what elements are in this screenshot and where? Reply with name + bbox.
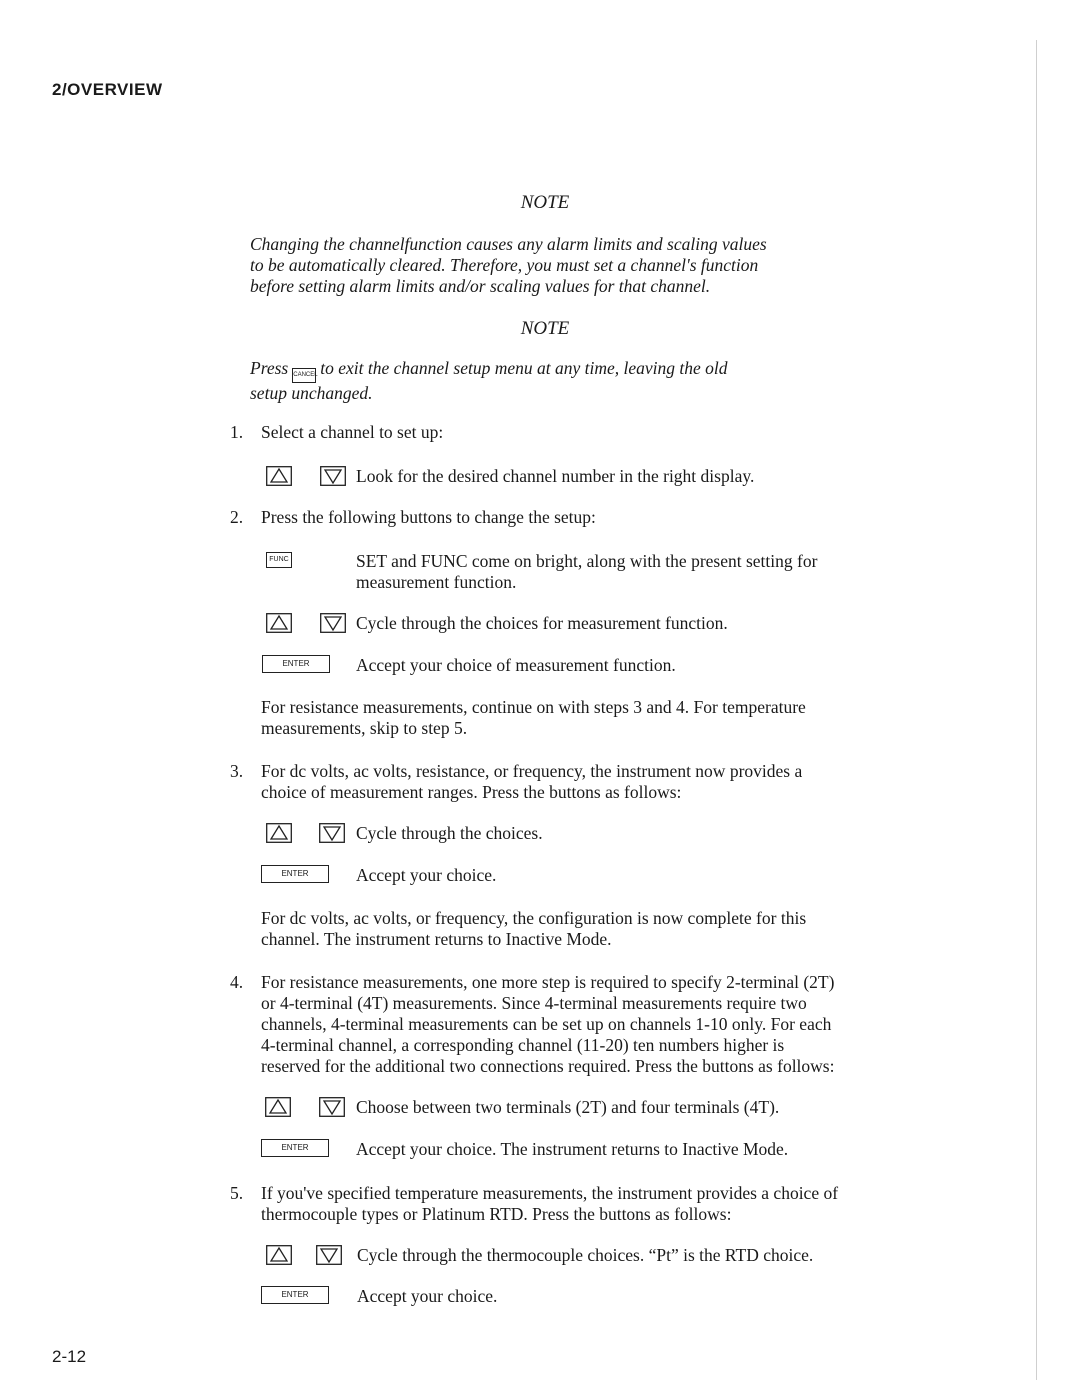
- action-line: measurement function.: [356, 572, 517, 592]
- cancel-key-icon: CANCEL: [292, 368, 316, 383]
- paragraph-line: If you've specified temperature measurements, the instrument provides a choice of: [261, 1183, 839, 1203]
- note-line: setup unchanged.: [250, 383, 373, 403]
- down-arrow-key-icon: [320, 466, 346, 486]
- note-text-rest: to exit the channel setup menu at any time, leaving the old: [320, 358, 728, 378]
- up-arrow-key-icon: [265, 1097, 291, 1117]
- step-paragraph: [261, 761, 923, 803]
- action-text: Accept your choice of measurement function.: [356, 655, 676, 675]
- note-text: [250, 358, 850, 404]
- paragraph-line: measurements, skip to step 5.: [261, 718, 468, 738]
- paragraph-line: For dc volts, ac volts, or frequency, the configuration is now complete for this: [261, 908, 807, 928]
- paragraph-line: For dc volts, ac volts, resistance, or frequency, the instrument now provides a: [261, 761, 803, 781]
- paragraph-line: For resistance measurements, continue on with steps 3 and 4. For temperature: [261, 697, 806, 717]
- paragraph-line: For resistance measurements, one more step is required to specify 2-terminal (2T): [261, 972, 835, 992]
- step-number: 5.: [230, 1183, 244, 1203]
- paragraph-line: or 4-terminal (4T) measurements. Since 4-terminal measurements require two: [261, 993, 807, 1013]
- step-paragraph: [261, 1183, 923, 1225]
- note-line: before setting alarm limits and/or scaling values for that channel.: [250, 276, 711, 296]
- action-text: Accept your choice. The instrument returns to Inactive Mode.: [356, 1139, 789, 1159]
- up-arrow-key-icon: [266, 1245, 292, 1265]
- note-text: [250, 234, 850, 297]
- enter-key-icon: ENTER: [261, 1139, 329, 1157]
- up-arrow-key-icon: [266, 823, 292, 843]
- action-text: Look for the desired channel number in the right display.: [356, 466, 755, 486]
- paragraph-line: channel. The instrument returns to Inactive Mode.: [261, 929, 612, 949]
- paragraph-line: channels, 4-terminal measurements can be set up on channels 1-10 only. For each: [261, 1014, 832, 1034]
- section-header: 2/OVERVIEW: [52, 80, 163, 99]
- note-heading: NOTE: [520, 318, 570, 339]
- note-line: to be automatically cleared. Therefore, you must set a channel's function: [250, 255, 759, 275]
- step-paragraph: [261, 697, 921, 739]
- step-text: Press the following buttons to change the setup:: [261, 507, 596, 527]
- up-arrow-key-icon: [266, 466, 292, 486]
- action-text: Accept your choice.: [357, 1286, 498, 1306]
- step-paragraph: [261, 908, 923, 950]
- note-line: Changing the channelfunction causes any alarm limits and scaling values: [250, 234, 767, 254]
- action-text: Choose between two terminals (2T) and four terminals (4T).: [356, 1097, 780, 1117]
- down-arrow-key-icon: [316, 1245, 342, 1265]
- step-text: Select a channel to set up:: [261, 422, 444, 442]
- action-text: Cycle through the choices.: [356, 823, 543, 843]
- up-arrow-key-icon: [266, 613, 292, 633]
- step-number: 3.: [230, 761, 244, 781]
- page-edge-divider: [1036, 40, 1037, 1380]
- func-key-icon: FUNC: [266, 552, 292, 568]
- down-arrow-key-icon: [319, 823, 345, 843]
- note-heading: NOTE: [520, 192, 570, 213]
- step-number: 1.: [230, 422, 244, 442]
- paragraph-line: reserved for the additional two connections required. Press the buttons as follows:: [261, 1056, 835, 1076]
- enter-key-icon: ENTER: [262, 655, 330, 673]
- action-text: Accept your choice.: [356, 865, 497, 885]
- paragraph-line: thermocouple types or Platinum RTD. Press the buttons as follows:: [261, 1204, 732, 1224]
- action-text: Cycle through the choices for measurement function.: [356, 613, 728, 633]
- step-paragraph: [261, 972, 923, 1077]
- down-arrow-key-icon: [320, 613, 346, 633]
- page-number: 2-12: [52, 1347, 87, 1366]
- step-number: 4.: [230, 972, 244, 992]
- paragraph-line: 4-terminal channel, a corresponding channel (11-20) ten numbers higher is: [261, 1035, 785, 1055]
- enter-key-icon: ENTER: [261, 1286, 329, 1304]
- action-text: [356, 551, 817, 593]
- paragraph-line: choice of measurement ranges. Press the buttons as follows:: [261, 782, 682, 802]
- note-press: Press: [250, 358, 289, 378]
- enter-key-icon: ENTER: [261, 865, 329, 883]
- step-number: 2.: [230, 507, 244, 527]
- action-text: Cycle through the thermocouple choices. “Pt” is the RTD choice.: [357, 1245, 814, 1265]
- down-arrow-key-icon: [319, 1097, 345, 1117]
- action-line: SET and FUNC come on bright, along with the present setting for: [356, 551, 818, 571]
